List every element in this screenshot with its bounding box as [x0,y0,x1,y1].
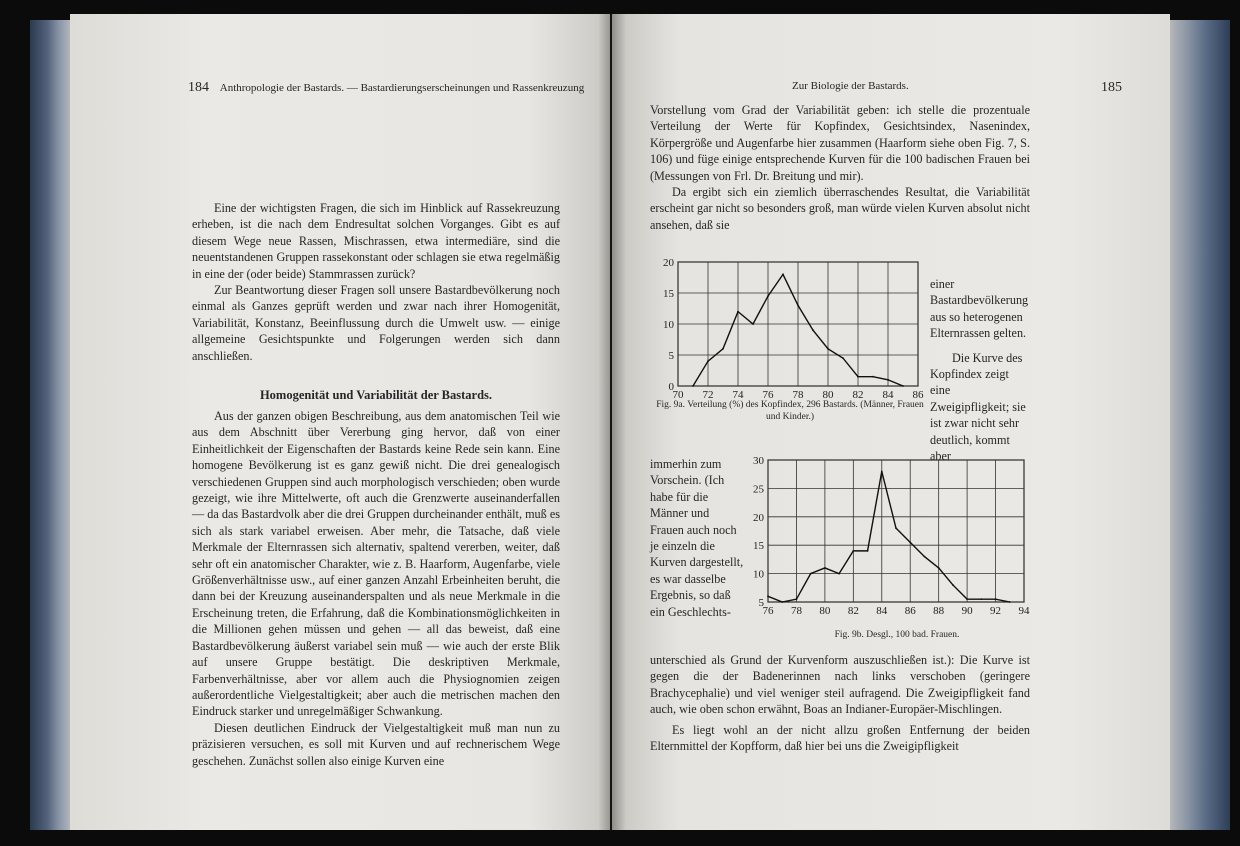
figure-9a-chart [650,254,930,404]
data-point [857,376,859,378]
y-tick-label: 20 [663,257,674,269]
x-tick-label: 76 [762,389,774,401]
data-point [980,598,982,600]
x-tick-label: 82 [852,389,864,401]
data-point [692,385,694,387]
data-point [767,595,769,597]
x-tick-label: 80 [819,605,831,617]
data-point [767,295,769,297]
data-point [752,323,754,325]
right-side-text-2 [650,456,746,620]
data-point [1009,601,1011,603]
x-tick-label: 74 [732,389,744,401]
data-point [797,305,799,307]
data-point [887,379,889,381]
paragraph: unterschied als Grund der Kurvenform auszuschließen ist.): Die Kurve ist gegen die der Badenerinnen nach links verschoben (geringere Brachycephalie) und viel weniger steil aufragend. Die Zweigipfligkeit fand auch, wie oben schon erwähnt, Boas an Indianer-Europäer-Mischlingen. [650,653,1030,717]
data-point [838,573,840,575]
right-running-head: Zur Biologie der Bastards. [792,80,909,92]
x-tick-label: 84 [882,389,894,401]
data-point [938,567,940,569]
data-point [810,573,812,575]
data-point [852,550,854,552]
data-point [872,376,874,378]
y-tick-label: 10 [663,319,674,331]
paragraph: Da ergibt sich ein ziemlich überraschendes Resultat, die Variabilität erscheint gar nicht so besonders groß, man würde vielen Kurven absolut nicht ansehen, daß sie [650,185,1030,232]
x-tick-label: 86 [904,605,916,617]
figure-9b-chart [746,452,1036,630]
data-point [781,601,783,603]
book-gutter [598,14,626,830]
data-point [924,556,926,558]
right-text-block-1 [650,102,1030,233]
data-point [827,348,829,350]
data-point [909,541,911,543]
left-page-number: 184 [188,80,209,95]
data-point [867,550,869,552]
data-point [722,348,724,350]
data-line [768,471,1010,602]
x-tick-label: 84 [876,605,888,617]
x-tick-label: 78 [792,389,804,401]
y-tick-label: 5 [668,350,674,362]
right-header [792,80,1122,95]
data-point [952,584,954,586]
left-running-head: Anthropologie der Bastards. — Bastardierungserscheinungen und Rassenkreuzung [219,82,585,94]
x-tick-label: 70 [672,389,684,401]
right-page [612,14,1170,830]
data-point [995,598,997,600]
data-point [782,274,784,276]
x-tick-label: 82 [847,605,859,617]
data-point [824,567,826,569]
data-point [895,527,897,529]
y-tick-label: 25 [753,483,764,496]
paragraph: immerhin zum Vorschein. (Ich habe für die Männer und Frauen auch noch je einzeln die Kurven dargestellt, es war dasselbe Ergebnis, so daß ein Geschlechts- [650,457,744,619]
paragraph: Die Kurve des Kopfindex zeigt eine Zweigipfligkeit; sie ist zwar nicht sehr deutlich, kommt aber [930,350,1026,464]
paragraph: Zur Beantwortung dieser Fragen soll unsere Bastardbevölkerung noch einmal als Ganzes geprüft werden und zwar nach ihrer Homogenität, Variabilität, Konstanz, Beeinflussung durch die Umwelt usw. — einige allgemeine Gesichtspunkte und Folgerungen werden sich dann anschließen. [192,283,560,363]
y-tick-label: 20 [753,511,764,524]
y-tick-label: 15 [753,540,764,553]
left-text-block-1 [192,200,560,364]
figure-9a-caption: Fig. 9a. Verteilung (%) des Kopfindex, 296 Bastards. (Männer, Frauen und Kinder.) [656,400,924,422]
y-tick-label: 10 [753,568,764,581]
right-side-text-1 [930,276,1030,464]
book-edge-left [30,20,72,830]
paragraph: Es liegt wohl an der nicht allzu großen Entfernung der beiden Elternmittel der Kopfform, daß hier bei uns die Zweigipfligkeit [650,722,1030,754]
data-point [842,357,844,359]
x-tick-label: 90 [961,605,973,617]
data-point [796,598,798,600]
paragraph: einer Bastardbevölkerung aus so heterogenen Elternrassen gelten. [930,277,1029,341]
book-edge-right [1170,20,1230,830]
x-tick-label: 94 [1018,605,1030,617]
figure-9b-caption: Fig. 9b. Desgl., 100 bad. Frauen. [834,630,960,640]
x-tick-label: 92 [990,605,1002,617]
data-point [966,598,968,600]
y-tick-label: 15 [663,288,674,300]
x-tick-label: 86 [912,389,924,401]
x-tick-label: 72 [702,389,714,401]
paragraph: Vorstellung vom Grad der Variabilität geben: ich stelle die prozentuale Verteilung der Werte für Kopfindex, Gesichtsindex, Nasenindex, Körpergröße und Augenfarbe hier zusammen (Haarform siehe oben Fig. 7, S. 106) und füge einige entsprechende Kurven für die 100 badischen Frauen bei (Messungen von Frl. Dr. Breitung und mir). [650,103,1030,183]
right-page-number: 185 [1101,80,1122,95]
paragraph: Eine der wichtigsten Fragen, die sich im Hinblick auf Rassekreuzung erheben, ist die nach dem Endresultat solchen Vorganges. Gibt es auf diesem Wege neue Rassen, Mischrassen, etwa intermediäre, sind die neuentstandenen Gruppen rassekonstant oder schlagen sie etwa regelmäßig in eine der (oder beide) Stammrassen zurück? [192,201,560,281]
left-header [188,80,584,96]
left-page [70,14,610,830]
data-point [881,470,883,472]
data-point [707,360,709,362]
x-tick-label: 88 [933,605,945,617]
x-tick-label: 80 [822,389,834,401]
data-point [902,385,904,387]
x-tick-label: 76 [762,605,774,617]
y-tick-label: 30 [753,455,764,467]
left-text-block-2 [192,408,560,769]
paragraph: Aus der ganzen obigen Beschreibung, aus dem anatomischen Teil wie aus dem Abschnitt über Vererbung ging hervor, daß von einer Einheitlichkeit der Eigenschaften der Bastards keine Rede sein kann. Eine homogene Bevölkerung ist es ganz gewiß nicht. Die drei genealogisch verschiedenen Gruppen sind auch morphologisch verschieden; oben wurde gezeigt, wie ihre Mittelwerte, oft auch die Grenzwerte auseinanderfallen — da das Bastardvolk aber die drei Gruppen durcheinander enthält, muß es sich als stark variabel erweisen. Aber mehr, die Tatsache, daß viele Merkmale der Elternrassen sich alternativ, spaltend vererben, weiter, daß sehr oft ein anatomischer Charakter, wie z. B. Haarform, Augenfarbe, viele Größenverhältnisse usw., auf einer ganzen Anzahl Erbeinheiten beruht, die dann bei der Kreuzung auseinanderspalten und als neue Merkmale in die Erscheinung treten, die Erfahrung, daß die Kombinationsmöglichkeiten in die Millionen gehen müssen und gehen — all das beweist, daß eine Bastardbevölkerung äußerst variabel sein muß — wie auch der erste Blik auf unsere Gruppe bestätigt. Die deskriptiven Merkmale, Farbenverhältnisse, aber vor allem auch die Physiognomien zeigen außerordentliche Vielgestaltigkeit; aber auch die metrischen machen den Eindruck starker und unregelmäßiger Schwankung. [192,409,560,719]
y-tick-label: 0 [668,381,674,393]
section-heading: Homogenität und Variabilität der Bastards. [259,388,493,402]
y-tick-label: 5 [758,597,764,609]
x-tick-label: 78 [790,605,802,617]
paragraph: Diesen deutlichen Eindruck der Vielgestaltigkeit muß man nun zu präzisieren versuchen, es soll mit Kurven und auf rechnerischem Wege geschehen. Zunächst sollen also einige Kurven eine [192,720,560,768]
right-text-block-2 [650,652,1030,754]
data-point [812,329,814,331]
data-point [737,311,739,313]
